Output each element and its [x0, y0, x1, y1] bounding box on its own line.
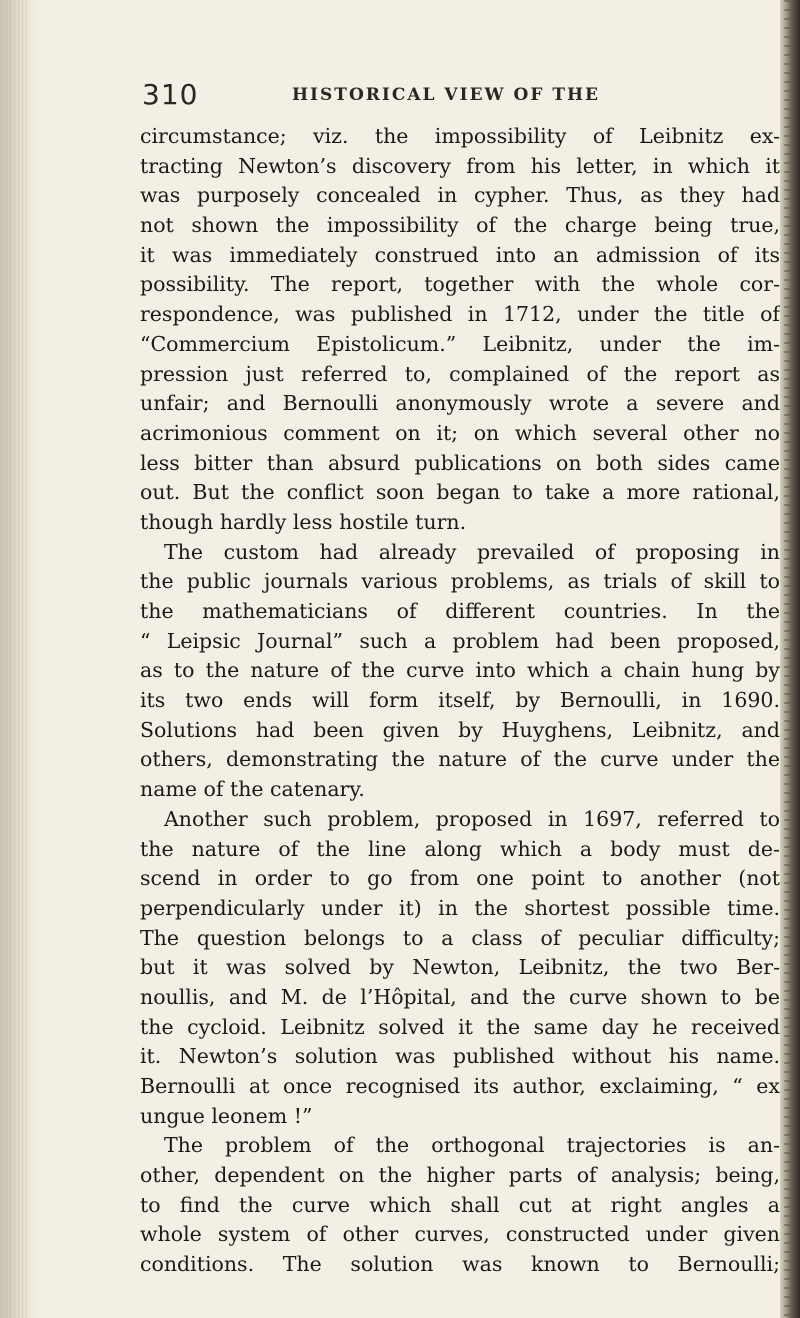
- text-line: The problem of the orthogonal trajectories is an-: [164, 1133, 780, 1158]
- text-line: The custom had already prevailed of proposing in: [164, 539, 780, 564]
- text-line: acrimonious comment on it; on which several other no: [140, 420, 780, 445]
- text-line: the public journals various problems, as trials of skill to: [140, 569, 780, 594]
- text-line: scend in order to go from one point to another (not: [140, 866, 780, 891]
- text-line: possibility. The report, together with the whole cor-: [140, 272, 780, 297]
- binding-shadow: [0, 0, 38, 1318]
- text-line: “Commercium Epistolicum.” Leibnitz, under the im-: [140, 331, 780, 356]
- text-line: less bitter than absurd publications on both sides came: [140, 450, 780, 475]
- text-line: circumstance; viz. the impossibility of Leibnitz ex-: [140, 124, 780, 148]
- page-header: [142, 78, 782, 118]
- text-line: Another such problem, proposed in 1697, referred to: [164, 806, 780, 831]
- text-line: the nature of the line along which a body must de-: [140, 836, 780, 861]
- text-line: perpendicularly under it) in the shortest possible time.: [140, 895, 780, 920]
- text-line: the cycloid. Leibnitz solved it the same day he received: [140, 1014, 780, 1039]
- text-line: noullis, and M. de l’Hôpital, and the curve shown to be: [140, 984, 780, 1009]
- text-line: tracting Newton’s discovery from his letter, in which it: [140, 153, 780, 178]
- text-line: pression just referred to, complained of the report as: [140, 361, 780, 386]
- text-line: but it was solved by Newton, Leibnitz, the two Ber-: [140, 955, 780, 980]
- page-edge: [780, 0, 800, 1318]
- body-text: [140, 122, 780, 1280]
- text-line: out. But the conflict soon began to take a more rational,: [140, 480, 780, 505]
- text-line: the mathematicians of different countries. In the: [140, 599, 780, 623]
- text-line: “ Leipsic Journal” such a problem had been proposed,: [140, 628, 780, 653]
- text-line: Solutions had been given by Huyghens, Leibnitz, and: [140, 717, 780, 742]
- text-line: respondence, was published in 1712, under the title of: [140, 302, 780, 327]
- text-line: The question belongs to a class of peculiar difficulty;: [140, 925, 780, 950]
- text-line: it was immediately construed into an admission of its: [140, 242, 780, 267]
- text-line: whole system of other curves, constructed under given: [140, 1222, 780, 1247]
- text-line: its two ends will form itself, by Bernoulli, in 1690.: [140, 688, 780, 713]
- text-line: unfair; and Bernoulli anonymously wrote a severe and: [140, 391, 780, 416]
- text-line: as to the nature of the curve into which a chain hung by: [140, 658, 780, 683]
- text-line: others, demonstrating the nature of the curve under the: [140, 747, 780, 772]
- text-line: not shown the impossibility of the charge being true,: [140, 213, 780, 238]
- text-line: conditions. The solution was known to Bernoulli;: [140, 1252, 780, 1277]
- page-number: 310: [142, 78, 199, 111]
- text-line: name of the catenary.: [140, 777, 365, 802]
- text-line: though hardly less hostile turn.: [140, 509, 467, 534]
- text-line: to find the curve which shall cut at right angles a: [140, 1192, 780, 1217]
- text-line: was purposely concealed in cypher. Thus, as they had: [140, 183, 780, 208]
- text-line: it. Newton’s solution was published without his name.: [140, 1044, 780, 1069]
- running-head: HISTORICAL VIEW OF THE: [292, 85, 600, 105]
- text-line: Bernoulli at once recognised its author, exclaiming, “ ex: [140, 1074, 780, 1098]
- text-line: ungue leonem !”: [140, 1103, 313, 1128]
- text-line: other, dependent on the higher parts of analysis; being,: [140, 1163, 780, 1188]
